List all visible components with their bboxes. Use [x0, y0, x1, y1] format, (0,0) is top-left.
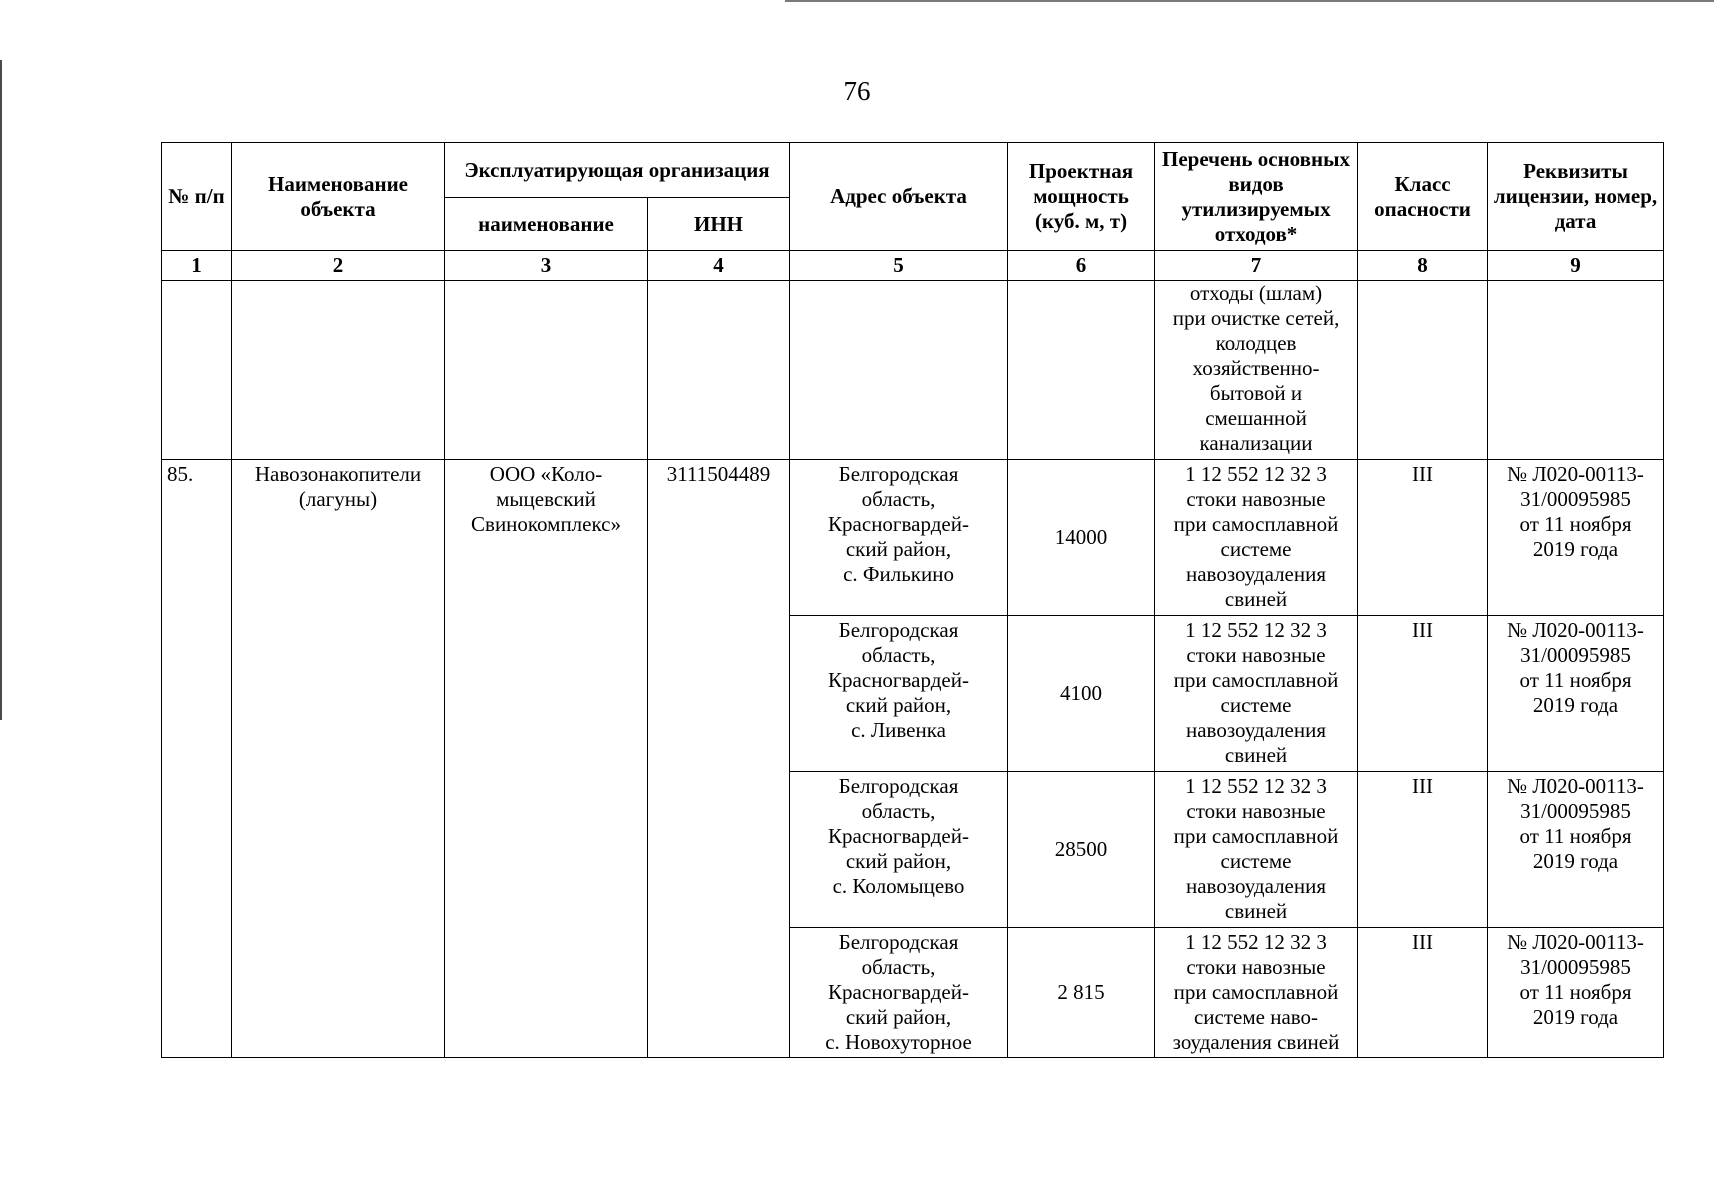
- column-number: 4: [648, 251, 790, 281]
- entry-num: 85.: [162, 460, 232, 1058]
- header-license: Реквизиты лицензии, номер, дата: [1488, 143, 1664, 251]
- table-header: [162, 143, 1664, 281]
- row-license: № Л020-00113- 31/00095985 от 11 ноября 2019 года: [1488, 772, 1664, 928]
- column-number: 9: [1488, 251, 1664, 281]
- column-number: 2: [232, 251, 445, 281]
- row-capacity: 14000: [1008, 460, 1155, 616]
- row-waste-types: 1 12 552 12 32 3 стоки навозные при самосплавной системе навозоудаления свиней: [1155, 772, 1358, 928]
- row-hazard-class: III: [1358, 772, 1488, 928]
- row-license: № Л020-00113- 31/00095985 от 11 ноября 2019 года: [1488, 460, 1664, 616]
- entry-operator-name: ООО «Коло- мыцевский Свинокомплекс»: [445, 460, 648, 1058]
- table-cell: [232, 281, 445, 460]
- scan-left-rule: [0, 60, 2, 720]
- page-number: 76: [843, 76, 871, 106]
- continuation-waste-types: отходы (шлам) при очистке сетей, колодцев хозяйственно- бытовой и смешанной канализации: [1155, 281, 1358, 460]
- row-address: Белгородская область, Красногвардей- ский район, с. Коломыцево: [790, 772, 1008, 928]
- row-license: № Л020-00113- 31/00095985 от 11 ноября 2019 года: [1488, 616, 1664, 772]
- table-cell: [648, 281, 790, 460]
- row-waste-types: 1 12 552 12 32 3 стоки навозные при самосплавной системе навозоудаления свиней: [1155, 616, 1358, 772]
- header-operator-inn: ИНН: [648, 198, 790, 251]
- row-capacity: 4100: [1008, 616, 1155, 772]
- header-num: № п/п: [162, 143, 232, 251]
- column-number: 1: [162, 251, 232, 281]
- row-capacity: 2 815: [1008, 928, 1155, 1058]
- column-number: 5: [790, 251, 1008, 281]
- table-cell: [1358, 281, 1488, 460]
- row-address: Белгородская область, Красногвардей- ский район, с. Ливенка: [790, 616, 1008, 772]
- column-number-row: [162, 251, 1664, 281]
- table-cell: [1008, 281, 1155, 460]
- table-cell: [790, 281, 1008, 460]
- table-row: [162, 460, 1664, 616]
- column-number: 3: [445, 251, 648, 281]
- row-capacity: 28500: [1008, 772, 1155, 928]
- header-capacity: Проектная мощность (куб. м, т): [1008, 143, 1155, 251]
- table-cell: [445, 281, 648, 460]
- header-operator-group: Эксплуатирующая организация: [445, 143, 790, 198]
- row-address: Белгородская область, Красногвардей- ский район, с. Филькино: [790, 460, 1008, 616]
- column-number: 6: [1008, 251, 1155, 281]
- column-number: 7: [1155, 251, 1358, 281]
- table-body: [162, 281, 1664, 1058]
- row-license: № Л020-00113- 31/00095985 от 11 ноября 2019 года: [1488, 928, 1664, 1058]
- column-number: 8: [1358, 251, 1488, 281]
- entry-object-name: Навозонакопители (лагуны): [232, 460, 445, 1058]
- scan-top-rule: [785, 0, 1714, 2]
- row-address: Белгородская область, Красногвардей- ский район, с. Новохуторное: [790, 928, 1008, 1058]
- header-object-name: Наименование объекта: [232, 143, 445, 251]
- row-waste-types: 1 12 552 12 32 3 стоки навозные при самосплавной системе наво- зоудаления свиней: [1155, 928, 1358, 1058]
- header-row-main: [162, 143, 1664, 198]
- header-operator-name: наименование: [445, 198, 648, 251]
- row-hazard-class: III: [1358, 460, 1488, 616]
- row-waste-types: 1 12 552 12 32 3 стоки навозные при самосплавной системе навозоудаления свиней: [1155, 460, 1358, 616]
- table-cell: [1488, 281, 1664, 460]
- waste-facility-table: [161, 142, 1664, 1058]
- header-address: Адрес объекта: [790, 143, 1008, 251]
- table-cell: [162, 281, 232, 460]
- row-hazard-class: III: [1358, 928, 1488, 1058]
- header-waste-types: Перечень основных видов утилизируемых отходов*: [1155, 143, 1358, 251]
- row-hazard-class: III: [1358, 616, 1488, 772]
- header-hazard-class: Класс опасности: [1358, 143, 1488, 251]
- continuation-row: [162, 281, 1664, 460]
- entry-operator-inn: 3111504489: [648, 460, 790, 1058]
